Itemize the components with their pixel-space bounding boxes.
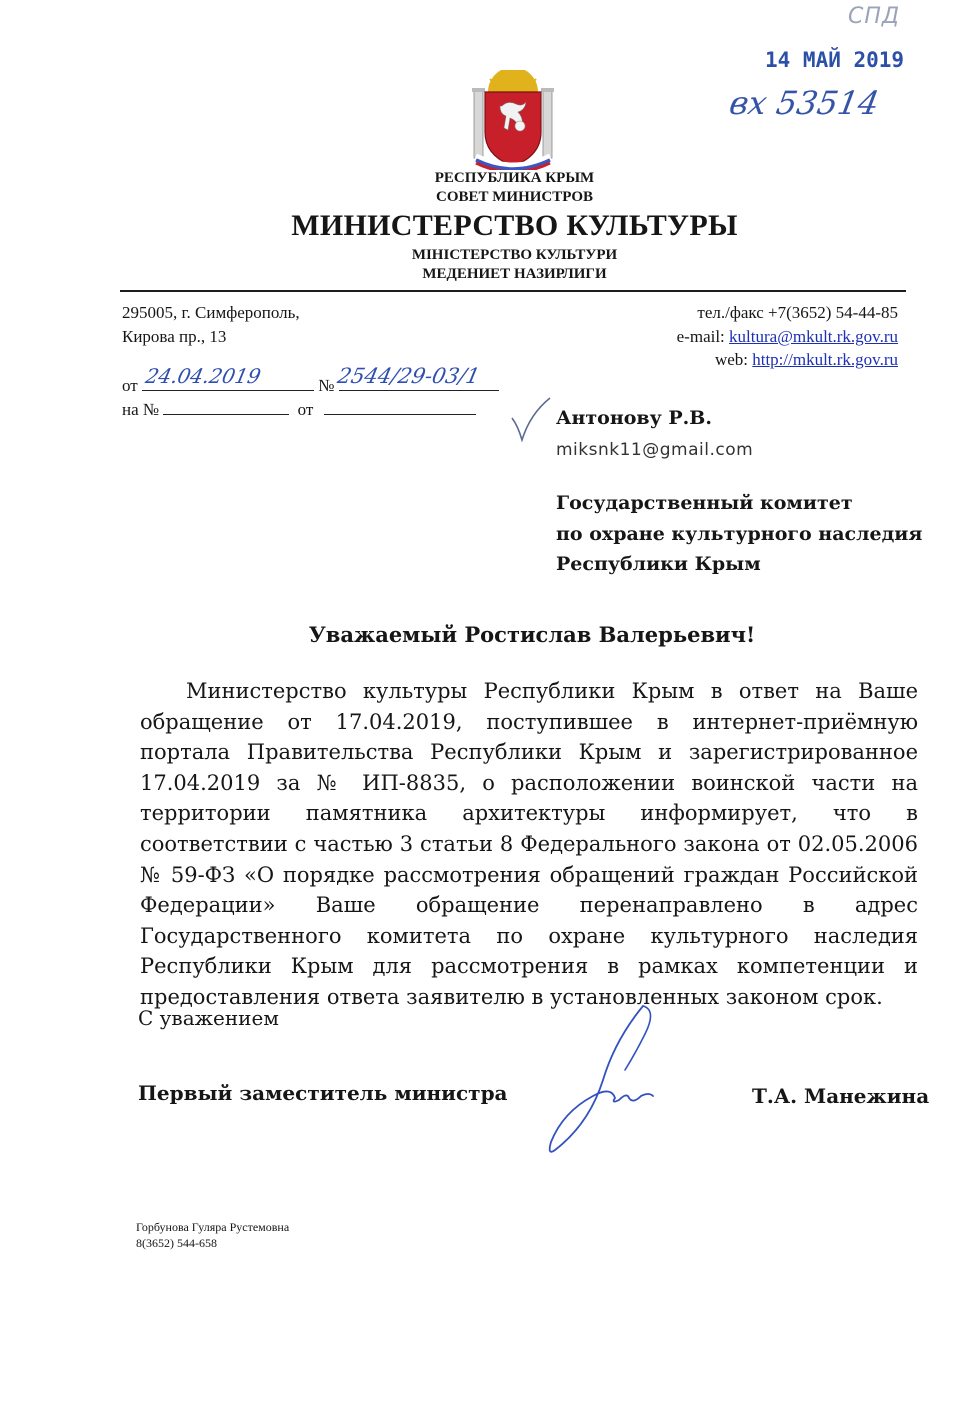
crimea-coat-of-arms-icon: [470, 70, 556, 170]
recipient-org-line1: Государственный комитет: [556, 492, 853, 514]
signatory-name: Т.А. Манежина: [752, 1084, 930, 1108]
letter-body: Министерство культуры Республики Крым в ответ на Ваше обращение от 17.04.2019, поступившее в интернет-приёмную портала Правительства Республики Крым и зарегистрированное 17.04.2019 за № ИП-8835, о расположении воинской части на территории памятника архитектуры информирует, что в соответствии с частью 3 статьи 8 Федерального закона от 02.05.2006 № 59-ФЗ «О порядке рассмотрения обращений граждан Российской Федерации» Ваше обращение перенаправлено в адрес Государственного комитета по охране культурного наследия Республики Крым для рассмотрения в рамках компетенции и предоставления ответа заявителю в установленных законом срок.: [140, 679, 918, 1009]
header-crimean-tatar: МЕДЕНИЕТ НАЗИРЛИГИ: [422, 266, 607, 282]
recipient-name: Антонову Р.В.: [556, 407, 712, 429]
reply-reference-row: [122, 396, 476, 421]
outgoing-number-handwritten: 2544/29-03/1: [335, 364, 483, 388]
header-council: СОВЕТ МИНИСТРОВ: [435, 189, 593, 205]
corner-mark: СПД: [848, 4, 901, 29]
reply-number-label: на №: [122, 400, 160, 419]
salutation: Уважаемый Ростислав Валерьевич!: [308, 622, 756, 647]
header-ministry: МИНИСТЕРСТВО КУЛЬТУРЫ: [291, 209, 738, 242]
reply-from-label: от: [297, 400, 314, 419]
outgoing-date-handwritten: 24.04.2019: [143, 364, 264, 388]
web-label: web:: [714, 350, 753, 369]
checkmark-icon: [508, 396, 552, 442]
address-street: Кирова пр., 13: [122, 327, 227, 346]
header-ukrainian: МІНІСТЕРСТВО КУЛЬТУРИ: [411, 247, 618, 263]
contact-web-row: [715, 348, 898, 371]
header-republic: РЕСПУБЛИКА КРЫМ: [434, 170, 595, 186]
recipient-org-line3: Республики Крым: [556, 553, 761, 575]
from-label: от: [122, 376, 138, 395]
number-label: №: [318, 376, 335, 395]
executor-name: Горбунова Гуляра Рустемовна: [136, 1220, 290, 1234]
handwritten-signature: [545, 1000, 695, 1160]
ministry-website-link[interactable]: http://mkult.rk.gov.ru: [752, 350, 898, 369]
address-postal: 295005, г. Симферополь,: [122, 303, 300, 322]
ministry-email-link[interactable]: kultura@mkult.rk.gov.ru: [729, 327, 898, 346]
executor-phone: 8(3652) 544-658: [136, 1236, 217, 1250]
executor-info: [136, 1219, 289, 1251]
contact-phone: тел./факс +7(3652) 54-44-85: [697, 303, 898, 322]
received-date-stamp: 14 МАЙ 2019: [765, 48, 905, 72]
email-label: e-mail:: [676, 327, 730, 346]
header-divider: [120, 290, 906, 292]
closing-phrase: С уважением: [138, 1006, 279, 1030]
contact-email-row: [677, 325, 898, 348]
recipient-org-line2: по охране культурного наследия: [556, 523, 923, 545]
recipient-email: miksnk11@gmail.com: [556, 440, 754, 460]
signatory-title: Первый заместитель министра: [138, 1081, 508, 1105]
registration-number-handwritten: вх 53514: [726, 84, 882, 122]
